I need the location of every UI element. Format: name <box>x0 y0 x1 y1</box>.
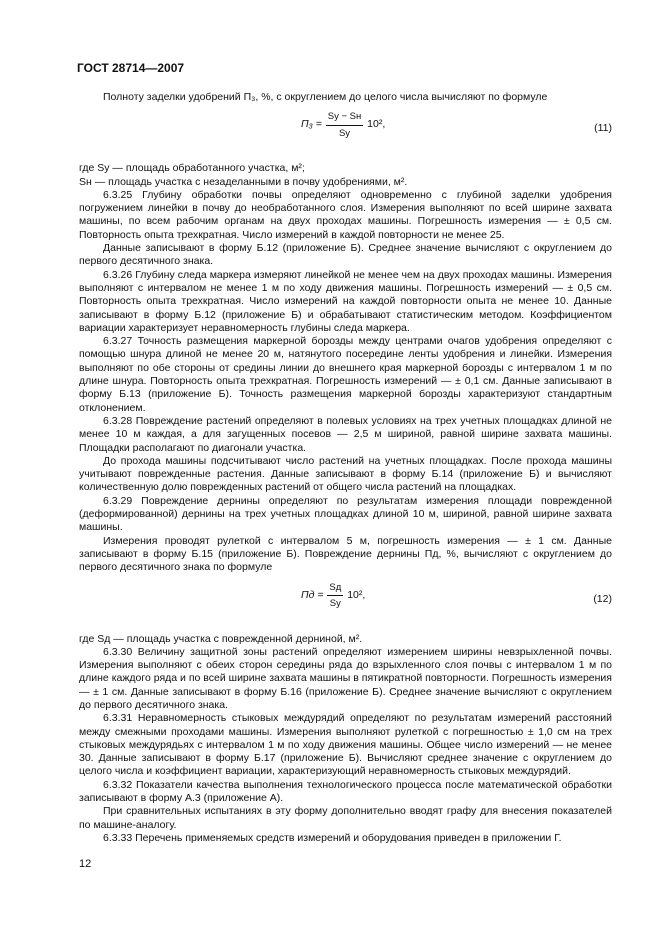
paragraph-6-3-31: 6.3.31 Неравномерность стыковых междурядий определяют по результатам измерений расстояний между смежными проходами машины. Измерения выполняют рулеткой с погрешностью ± 1,0 см на трех стыковых междурядьях с интервалом 1 м по ходу движения машины. Общее число измерений — не менее 30. Данные записывают в форму Б.17 (приложение Б). Вычисляют среднее значение с округлением до целого числа и коэффициент вариации, характеризующий неравномерность стыковых междурядий. <box>79 712 612 778</box>
document-header: ГОСТ 28714—2007 <box>77 61 185 75</box>
where-clause-2: где Sд — площадь участка с поврежденной дерниной, м². <box>79 632 363 645</box>
formula-11-lhs: П₃ = <box>301 118 322 131</box>
formula-12-rhs: 10², <box>347 588 366 601</box>
paragraph-6-3-28: 6.3.28 Повреждение растений определяют в полевых условиях на трех учетных площадках длиной не менее 10 м каждая, а для загущенных посевов — 2,5 м шириной, равной ширине захвата машины. Площадки располагают по диагонали участка. <box>79 414 612 454</box>
paragraph-6-3-25b: Данные записывают в форму Б.12 (приложение Б). Среднее значение вычисляют с округлением до первого десятичного знака. <box>79 242 612 268</box>
paragraph-6-3-29: 6.3.29 Повреждение дернины определяют по результатам измерения площади поврежденной (деформированной) дернины на трех учетных площадках длиной 10 м, шириной, равной ширине захвата машины. <box>79 494 612 534</box>
formula-11 <box>79 110 612 154</box>
formula-11-rhs: 10², <box>367 118 386 131</box>
paragraph-6-3-29b: Измерения проводят рулеткой с интервалом 5 м, погрешность измерения — ± 1 см. Данные записывают в форму Б.15 (приложение Б). Повреждение дернины Пд, %, вычисляют с округлением до первого десятичного знака по формуле <box>79 534 612 574</box>
formula-12-fraction <box>327 581 343 611</box>
formula-11-denominator: Sу <box>338 127 351 139</box>
paragraph-6-3-32: 6.3.32 Показатели качества выполнения технологического процесса после математической обработки записывают в форму А.3 (приложение А). <box>79 778 612 805</box>
formula-11-number: (11) <box>594 122 612 135</box>
where-clause-1: где Sу — площадь обработанного участка, м²; <box>79 162 305 175</box>
formula-12-numerator: Sд <box>327 581 343 596</box>
formula-12-lhs: Пд = <box>301 588 324 601</box>
page-number: 12 <box>79 858 92 870</box>
paragraph-6-3-25: 6.3.25 Глубину обработки почвы определяют одновременно с глубиной заделки удобрения погружением линейки в почву до необработанного слоя. Измерения выполняют по всей ширине захвата машины, по всем рабочим органам на двух проходах машины. Погрешность измерения — ± 0,5 см. Повторность опыта трехкратная. Число измерений в каждой повторности не менее 25. <box>79 188 612 241</box>
paragraph-6-3-27: 6.3.27 Точность размещения маркерной борозды между центрами очагов удобрения определяют с помощью шнура длиной не менее 20 м, натянутого посередине ленты удобрения и линейки. Измерения выполняют по обе стороны от средины линии до внешнего края маркерной борозды с интервалом 1 м по длине шнура. Повторность опыта трехкратная. Погрешность измерений — ± 0,1 см. Данные записывают в форму Б.13 (приложение Б). Точность размещения маркерной борозды характеризуют стандартным отклонением. <box>79 335 612 414</box>
page-content <box>79 91 612 845</box>
formula-12 <box>79 581 612 625</box>
formula-12-number: (12) <box>593 592 612 605</box>
paragraph-6-3-32b: При сравнительных испытаниях в эту форму дополнительно вводят графу для внесения показателей по машине-аналогу. <box>79 805 612 831</box>
where-clause-1b: Sн — площадь участка с незаделанными в почву удобрениями, м². <box>79 175 408 188</box>
formula-11-fraction <box>326 110 364 140</box>
paragraph-6-3-30: 6.3.30 Величину защитной зоны растений определяют измерением ширины невзрыхленной почвы. Измерения выполняют с обеих сторон середины ряда до взрыхленного слоя почвы с интервалом 1 м по длине каждого ряда и по всей ширине захвата машины в пятикратной повторности. Погрешность измерения — ± 1 см. Данные записывают в форму Б.16 (приложение Б). Среднее значение вычисляют с округлением до первого десятичного знака. <box>79 645 612 711</box>
paragraph-6-3-33: 6.3.33 Перечень применяемых средств измерений и оборудования приведен в приложении Г. <box>103 831 562 844</box>
formula-11-numerator: Sу − Sн <box>326 110 364 125</box>
paragraph-6-3-26: 6.3.26 Глубину следа маркера измеряют линейкой не менее чем на двух проходах машины. Измерения выполняют с интервалом не менее 1 м по ходу движения машины. Погрешность измерений — ± 0,5 см. Повторность опыта трехкратная. Число измерений на каждой повторности опыта не менее 10. Данные записывают в форму Б.12 (приложение Б) и обрабатывают статистическим методом. Коэффициентом вариации характеризует неравномерность глубины следа маркера. <box>79 268 612 334</box>
paragraph-intro: Полноту заделки удобрений П₃, %, с округлением до целого числа вычисляют по формуле <box>103 91 548 103</box>
paragraph-6-3-28b: До прохода машины подсчитывают число растений на учетных площадках. После прохода машины учитывают поврежденные растения. Данные записывают в форму Б.14 (приложение Б) и вычисляют количественную долю поврежденных растений от общего числа растений на площадках. <box>79 454 612 494</box>
formula-12-denominator: Sу <box>329 597 341 609</box>
